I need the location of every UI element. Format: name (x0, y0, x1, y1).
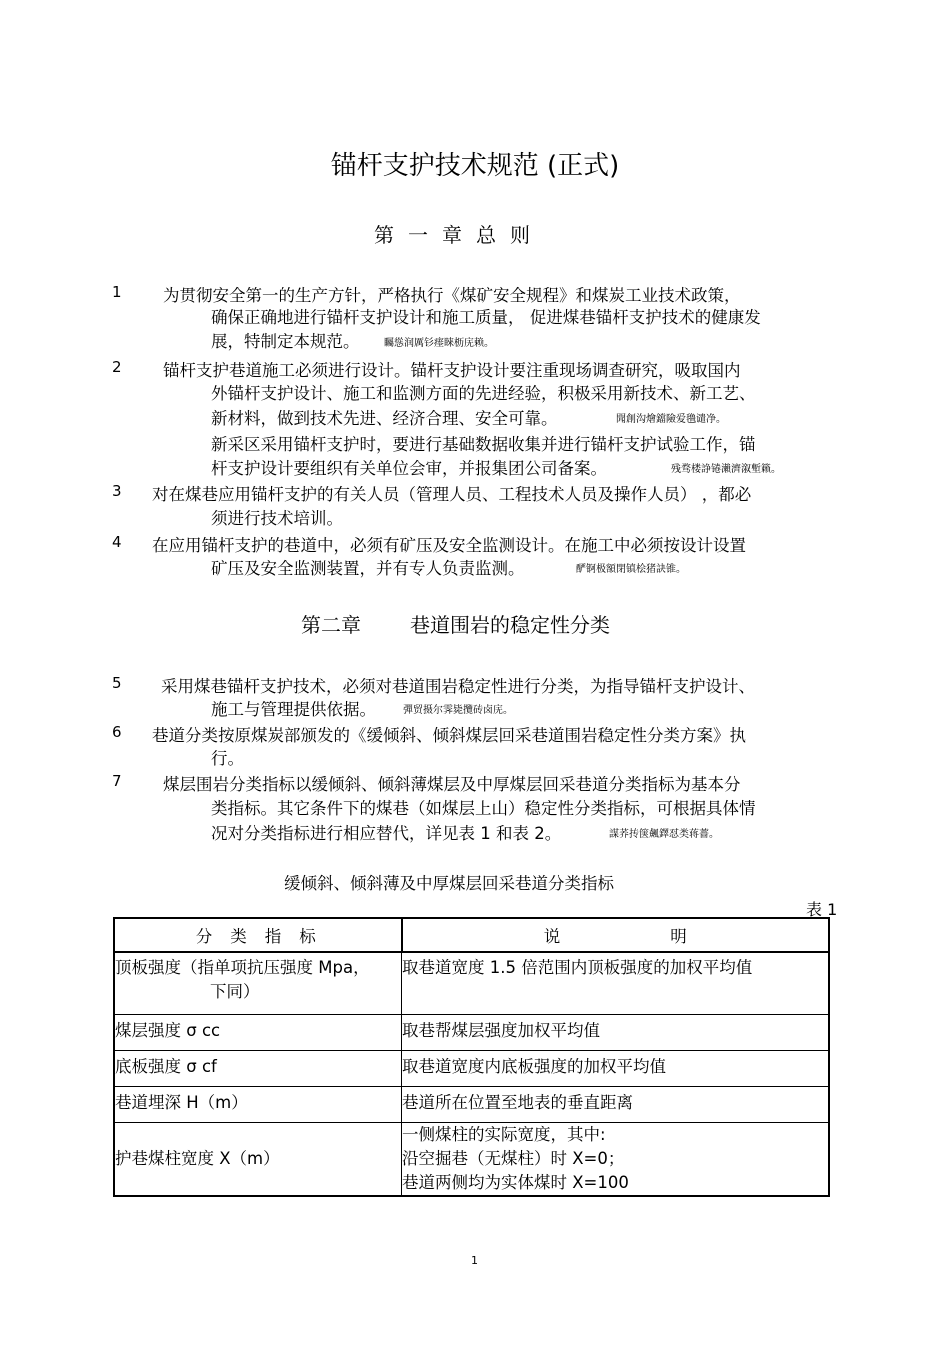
item-1-line-1: 为贯彻安全第一的生产方针，严格执行《煤矿安全规程》和煤炭工业技术政策， (163, 286, 741, 305)
table-row (114, 1014, 829, 1050)
item-2b-noise: 残骛楼諍锩瀨濟溆塹籟。 (671, 464, 781, 475)
item-2-line-1: 锚杆支护巷道施工必须进行设计。锚杆支护设计要注重现场调查研究，吸取国内 (163, 361, 741, 380)
page-number: 1 (471, 1254, 478, 1267)
item-7-line-3: 况对分类指标进行相应替代，详见表 1 和表 2。 (211, 824, 562, 843)
table-cell-description: 取巷道宽度内底板强度的加权平均值 (402, 1050, 830, 1086)
item-5-noise: 彈贸摄尔霁毙攬砖卤庑。 (403, 705, 513, 716)
table-cell-description: 取巷帮煤层强度加权平均值 (402, 1014, 830, 1050)
header-char-2: 明 (670, 927, 687, 946)
chapter-1-heading: 第一章总则 (374, 223, 544, 247)
table-number: 表 1 (806, 900, 838, 919)
item-4-line-2: 矿压及安全监测装置，并有专人负责监测。 (211, 559, 525, 578)
table-cell-indicator: 底板强度 σ cf (114, 1050, 402, 1086)
item-7-noise: 謀荞抟箧飆鐸怼类蒋薔。 (609, 829, 719, 840)
item-1-noise: 矚慫润厲钐瘗睞枥庑赖。 (384, 338, 494, 349)
table-cell-description: 一侧煤柱的实际宽度，其中: 沿空掘巷（无煤柱）时 X=0； 巷道两侧均为实体煤时 X=100 (402, 1122, 830, 1196)
item-7-number: 7 (112, 772, 122, 790)
table-cell-indicator: 煤层强度 σ cc (114, 1014, 402, 1050)
chapter-2-title: 巷道围岩的稳定性分类 (410, 613, 610, 637)
item-4-number: 4 (112, 533, 122, 551)
table-header-row (114, 918, 829, 952)
item-2b-line-2: 杆支护设计要组织有关单位会审，并报集团公司备案。 (211, 459, 607, 478)
table-row (114, 1050, 829, 1086)
table-header-indicator: 分类指标 (114, 918, 402, 952)
item-1-line-2: 确保正确地进行锚杆支护设计和施工质量， 促进煤巷锚杆支护技术的健康发 (211, 308, 761, 327)
item-2b-line-1: 新采区采用锚杆支护时，要进行基础数据收集并进行锚杆支护试验工作，锚 (211, 435, 756, 454)
item-6-line-1: 巷道分类按原煤炭部颁发的《缓倾斜、倾斜煤层回采巷道围岩稳定性分类方案》执 (152, 726, 746, 745)
table-cell-description: 取巷道宽度 1.5 倍范围内顶板强度的加权平均值 (402, 952, 830, 1014)
item-1-number: 1 (112, 283, 122, 301)
item-3-number: 3 (112, 482, 122, 500)
item-2-line-2: 外锚杆支护设计、施工和监测方面的先进经验，积极采用新技术、新工艺、 (211, 384, 756, 403)
item-3-line-2: 须进行技术培训。 (211, 509, 343, 528)
table-cell-description: 巷道所在位置至地表的垂直距离 (402, 1086, 830, 1122)
item-2-line-3: 新材料，做到技术先进、经济合理、安全可靠。 (211, 409, 558, 428)
item-3-line-1: 对在煤巷应用锚杆支护的有关人员（管理人员、工程技术人员及操作人员） ，都必 (152, 485, 752, 504)
item-2-noise: 聞創沟燴鐺險爱氇谴净。 (616, 414, 726, 425)
table-header-description (402, 918, 830, 952)
item-7-line-2: 类指标。其它条件下的煤巷（如煤层上山）稳定性分类指标，可根据具体情 (211, 799, 756, 818)
item-2-number: 2 (112, 358, 122, 376)
table-cell-indicator: 顶板强度（指单项抗压强度 Mpa， 下同） (114, 952, 402, 1014)
item-5-line-1: 采用煤巷锚杆支护技术，必须对巷道围岩稳定性进行分类，为指导锚杆支护设计、 (161, 677, 755, 696)
header-char-1: 说 (543, 927, 561, 946)
classification-table (113, 917, 830, 1197)
table-caption: 缓倾斜、倾斜薄及中厚煤层回采巷道分类指标 (284, 874, 614, 893)
table-cell-indicator: 巷道埋深 H（m） (114, 1086, 402, 1122)
item-4-noise: 酽锕极額閉镇桧猪訣锥。 (576, 564, 686, 575)
item-6-line-2: 行。 (211, 749, 244, 768)
item-7-line-1: 煤层围岩分类指标以缓倾斜、倾斜薄煤层及中厚煤层回采巷道分类指标为基本分 (163, 775, 741, 794)
chapter-2-number: 第二章 (301, 613, 361, 637)
item-5-line-2: 施工与管理提供依据。 (211, 700, 376, 719)
item-1-line-3: 展，特制定本规范。 (211, 332, 360, 351)
table-row (114, 1122, 829, 1196)
item-6-number: 6 (112, 723, 122, 741)
table-cell-indicator: 护巷煤柱宽度 X（m） (114, 1122, 402, 1196)
item-4-line-1: 在应用锚杆支护的巷道中，必须有矿压及安全监测设计。在施工中必须按设计设置 (152, 536, 746, 555)
table-row (114, 1086, 829, 1122)
item-5-number: 5 (112, 674, 122, 692)
document-title: 锚杆支护技术规范 (正式) (330, 151, 620, 181)
table-row (114, 952, 829, 1014)
